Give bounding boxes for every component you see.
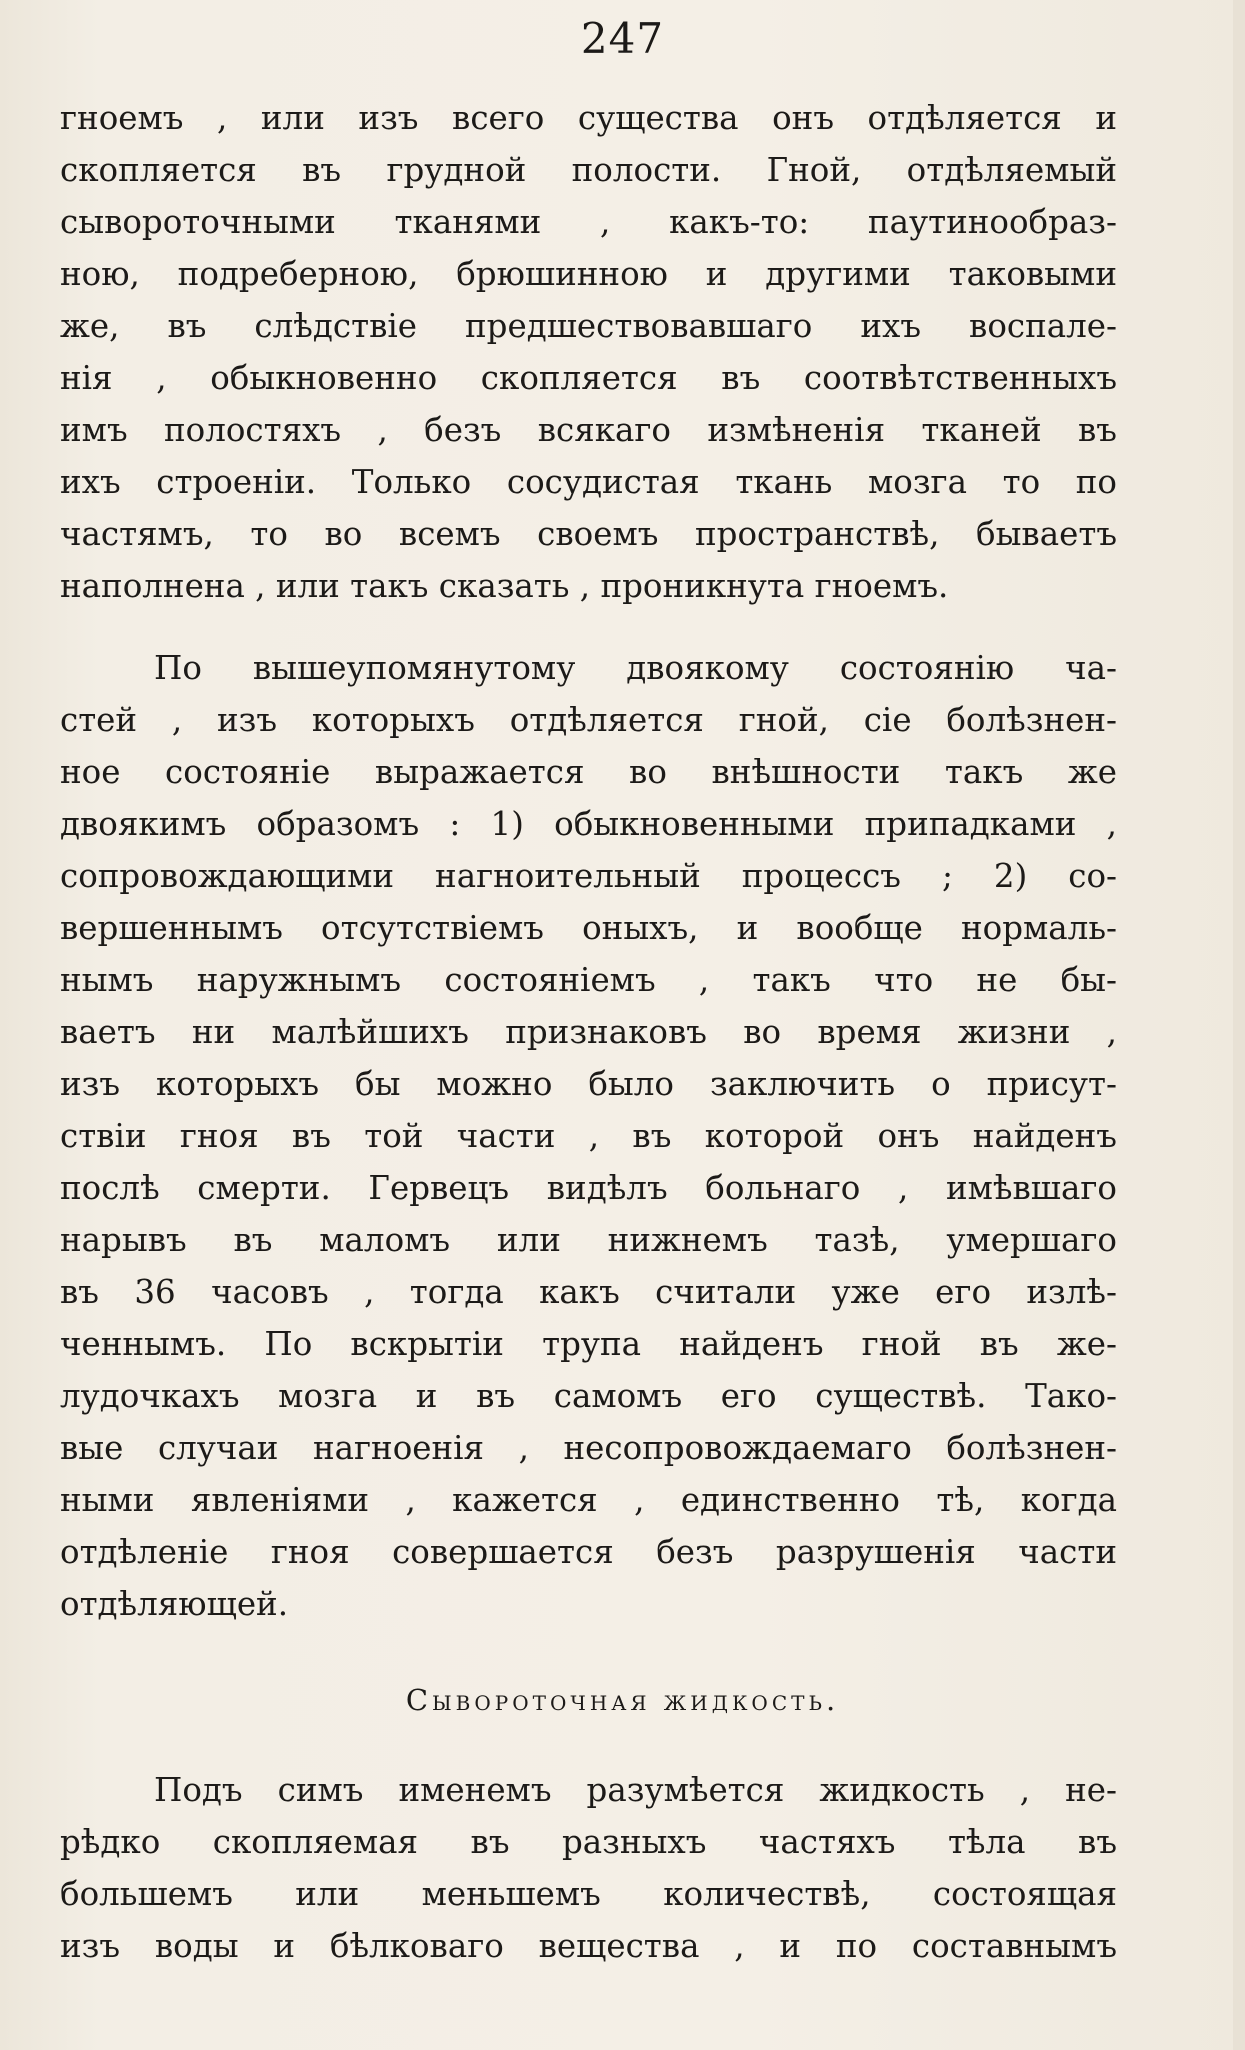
- page-edge-shadow: [1233, 0, 1245, 2050]
- section-heading: Сывороточная жидкость.: [405, 1683, 840, 1717]
- text-line: ное состояніе выражается во внѣшности такъ же: [60, 753, 1117, 791]
- text-line: нарывъ въ маломъ или нижнемъ тазѣ, умершаго: [60, 1221, 1117, 1259]
- text-line: вые случаи нагноенія , несопровождаемаго болѣзнен-: [60, 1429, 1117, 1467]
- text-line: изъ воды и бѣлковаго вещества , и по составнымъ: [60, 1927, 1117, 1965]
- text-line: нія , обыкновенно скопляется въ соотвѣтственныхъ: [60, 359, 1117, 397]
- text-line: нымъ наружнымъ состояніемъ , такъ что не бы-: [60, 961, 1117, 999]
- text-line: двоякимъ образомъ : 1) обыкновенными припадками ,: [60, 805, 1117, 843]
- text-line: въ 36 часовъ , тогда какъ считали уже его излѣ-: [60, 1273, 1117, 1311]
- text-line: ною, подреберною, брюшинною и другими таковыми: [60, 255, 1117, 293]
- text-line: сывороточными тканями , какъ-то: паутинообраз-: [60, 203, 1117, 241]
- text-line: лудочкахъ мозга и въ самомъ его существѣ. Тако-: [60, 1377, 1117, 1415]
- text-line: же, въ слѣдствіе предшествовавшаго ихъ воспале-: [60, 307, 1117, 345]
- text-line: частямъ, то во всемъ своемъ пространствѣ, бываетъ: [60, 515, 1117, 553]
- text-line: ствіи гноя въ той части , въ которой онъ найденъ: [60, 1117, 1117, 1155]
- text-line: По вышеупомянутому двоякому состоянію ча-: [154, 649, 1117, 687]
- text-line: изъ которыхъ бы можно было заключить о присут-: [60, 1065, 1117, 1103]
- text-line: сопровождающими нагноительный процессъ ; 2) со-: [60, 857, 1117, 895]
- text-line: скопляется въ грудной полости. Гной, отдѣляемый: [60, 151, 1117, 189]
- text-line: ными явленіями , кажется , единственно тѣ, когда: [60, 1481, 1117, 1519]
- text-line: послѣ смерти. Гервецъ видѣлъ больнаго , имѣвшаго: [60, 1169, 1117, 1207]
- text-line: большемъ или меньшемъ количествѣ, состоящая: [60, 1875, 1117, 1913]
- text-line: ихъ строеніи. Только сосудистая ткань мозга то по: [60, 463, 1117, 501]
- text-line: отдѣляющей.: [60, 1585, 289, 1623]
- text-line: гноемъ , или изъ всего существа онъ отдѣляется и: [60, 99, 1117, 137]
- text-line: вершеннымъ отсутствіемъ оныхъ, и вообще нормаль-: [60, 909, 1117, 947]
- text-line: стей , изъ которыхъ отдѣляется гной, сіе болѣзнен-: [60, 701, 1117, 739]
- text-line: ваетъ ни малѣйшихъ признаковъ во время жизни ,: [60, 1013, 1117, 1051]
- text-line: Подъ симъ именемъ разумѣется жидкость , не-: [154, 1771, 1117, 1809]
- text-line: ченнымъ. По вскрытіи трупа найденъ гной въ же-: [60, 1325, 1117, 1363]
- text-line: отдѣленіе гноя совершается безъ разрушенія части: [60, 1533, 1117, 1571]
- text-line: имъ полостяхъ , безъ всякаго измѣненія тканей въ: [60, 411, 1117, 449]
- text-line: рѣдко скопляемая въ разныхъ частяхъ тѣла въ: [60, 1823, 1117, 1861]
- text-line: наполнена , или такъ сказать , проникнута гноемъ.: [60, 567, 949, 605]
- page-number: 247: [580, 14, 665, 63]
